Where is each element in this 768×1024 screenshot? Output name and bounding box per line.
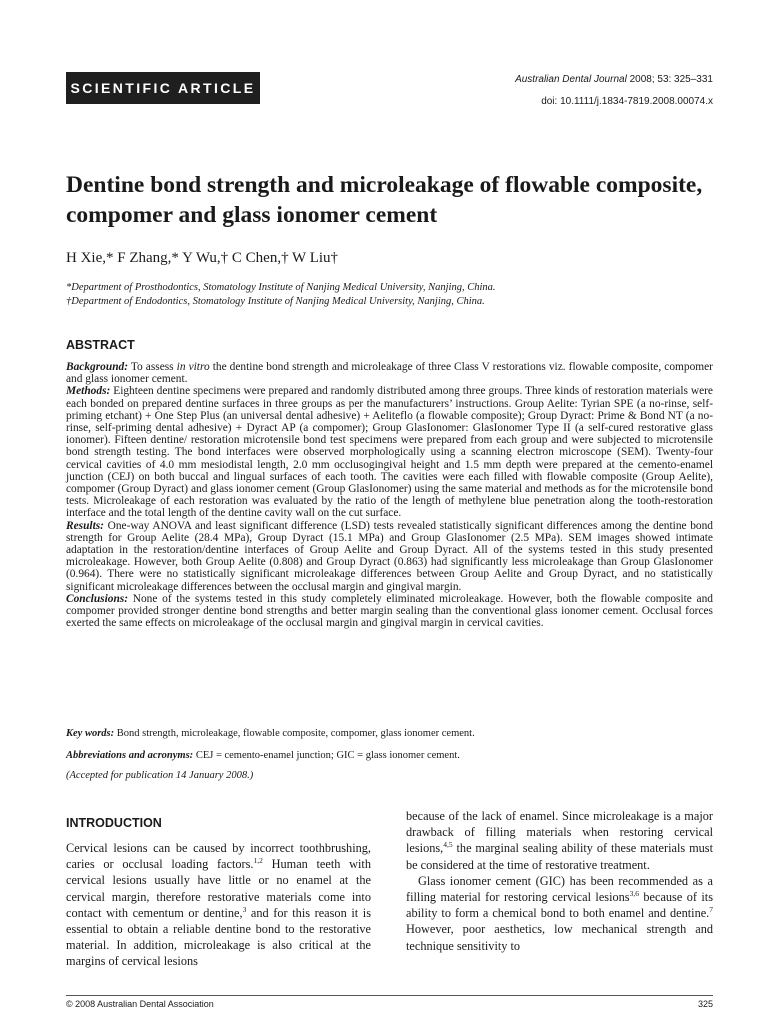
affiliation-prosthodontics: *Department of Prosthodontics, Stomatology Institute of Nanjing Medical University, Nanjing, China. xyxy=(66,282,496,293)
abbreviations-label: Abbreviations and acronyms: xyxy=(66,750,194,761)
results-label: Results: xyxy=(66,519,104,532)
introduction-heading: INTRODUCTION xyxy=(66,816,162,830)
affiliations xyxy=(66,281,496,309)
citation-ref: 7 xyxy=(709,905,713,915)
abstract-conclusions xyxy=(66,593,713,630)
abstract-body xyxy=(66,361,713,629)
citation-ref: 1,2 xyxy=(253,856,263,866)
abstract-methods xyxy=(66,385,713,519)
text-run: because of its ability to form a chemical bond to both enamel and dentine. xyxy=(406,890,713,921)
body-column-left xyxy=(66,840,371,970)
text-run: and for this reason it is essential to obtain a reliable dentine bond to the restorative material. In addition, microleakage is also critical at the margins of cervical lesions xyxy=(66,905,371,969)
keywords xyxy=(66,728,475,739)
citation-ref: 3 xyxy=(242,904,247,914)
text-run: because of the lack of enamel. Since microleakage is a major drawback of filling materials when restoring cervical lesions, xyxy=(406,809,713,856)
body-column-right xyxy=(406,808,713,954)
affiliation-endodontics: †Department of Endodontics, Stomatology Institute of Nanjing Medical University, Nanjing, China. xyxy=(66,296,485,307)
results-text: One-way ANOVA and least significant difference (LSD) tests revealed statistically significant differences among the dentine bond strength for Group Aelite (28.4 MPa), Group Dyract (15.1 MPa) and Group GlasIonomer (2.5 MPa). SEM images showed intimate adaptation in the restoration/dentine interfaces of Group Aelite and Group Dyract. All of the systems tested in this study presented microleakage. However, both Group Aelite (0.808) and Group Dyract (0.863) had significantly less microleakage than Group GlasIonomer (0.964). There were no statistically significant microleakage differences between Group Aelite and Group Dyract, and no statistically significant microleakage differences between the occlusal margin and gingival margin. xyxy=(66,519,713,593)
copyright-notice: © 2008 Australian Dental Association xyxy=(66,999,214,1009)
abstract-results xyxy=(66,520,713,593)
methods-text: Eighteen dentine specimens were prepared and randomly distributed among three groups. Three kinds of restoration materials were each bonded on prepared dentine surfaces in three groups as per the manufacturers’ instructions. Group Aelite: Tyrian SPE (a no-rinse, self-priming etchant) + One Step Plus (an universal dental adhesive) + Aeliteflo (a flowable composite); Group Dyract: Prime & Bond NT (a no-rinse, self-priming dental adhesive) + Dyract AP (a compomer); Group GlasIonomer: GlasIonomer Type II (a self-cured restorative glass ionomer). Fifteen dentine/ restoration microtensile bond test specimens were prepared from each group and were subjected to microtensile bond strength testing. The bond interfaces were observed morphologically using a scanning electron microscope (SEM). Twenty-four cervical cavities of 4.0 mm mesiodistal length, 2.0 mm occlusogingival height and 1.5 mm depth were prepared at the cemento-enamel junction (CEJ) on both buccal and lingual surfaces of each tooth. The cavities were each filled with flowable composite (Group Aelite), compomer (Group Dyract) and glass ionomer cement (Group GlasIonomer) using the same material and methods as for the microtensile bond tests. Microleakage of each restoration was evaluated by the ratio of the length of methylene blue penetration along the tooth-restoration interface and the total length of the dentine cavity wall on the cut surface. xyxy=(66,385,713,520)
background-text-post: the dentine bond strength and microleakage of three Class V restorations viz. flowable composite, compomer and glass ionomer cement. xyxy=(66,361,713,386)
background-text-pre: To assess xyxy=(128,361,177,373)
text-run: Cervical lesions can be caused by incorrect toothbrushing, caries or occlusal loading factors. xyxy=(66,841,371,872)
conclusions-label: Conclusions: xyxy=(66,592,129,605)
intro-paragraph-2 xyxy=(406,873,713,954)
keywords-label: Key words: xyxy=(66,728,115,739)
footer-divider xyxy=(66,995,713,996)
abstract-background xyxy=(66,361,713,385)
intro-paragraph-1 xyxy=(66,840,371,970)
intro-paragraph-1-continued xyxy=(406,808,713,873)
keywords-text: Bond strength, microleakage, flowable composite, compomer, glass ionomer cement. xyxy=(114,728,475,739)
conclusions-text: None of the systems tested in this study completely eliminated microleakage. However, both the flowable composite and compomer provided stronger dentine bond strengths and better margin sealing than the conventional glass ionomer cement. Occlusal forces exerted the same effects on microleakage of the occlusal margin and gingival margin in cervical cavities. xyxy=(66,592,713,630)
citation-ref: 3,6 xyxy=(629,889,639,899)
journal-volume: 2008; 53: 325–331 xyxy=(626,74,713,85)
author-list: H Xie,* F Zhang,* Y Wu,† C Chen,† W Liu† xyxy=(66,250,339,266)
citation-ref: 4,5 xyxy=(443,840,453,850)
abbreviations-text: CEJ = cemento-enamel junction; GIC = glass ionomer cement. xyxy=(193,750,460,761)
text-run: the marginal sealing ability of these materials must be considered at the time of restorative treatment. xyxy=(406,841,713,872)
journal-name: Australian Dental Journal xyxy=(515,74,627,85)
doi: doi: 10.1111/j.1834-7819.2008.00074.x xyxy=(541,96,713,107)
article-title: Dentine bond strength and microleakage of flowable composite, compomer and glass ionomer cement xyxy=(66,172,703,228)
background-label: Background: xyxy=(66,361,129,373)
journal-citation xyxy=(515,74,713,85)
text-run: Glass ionomer cement (GIC) has been recommended as a filling material for restoring cervical lesions xyxy=(406,873,713,905)
text-run: Human teeth with cervical lesions usually have little or no enamel at the cervical margin, therefore restorative materials come into contact with cementum or dentine, xyxy=(66,857,371,920)
page-number: 325 xyxy=(697,999,713,1009)
background-italic: in vitro xyxy=(176,361,210,373)
abbreviations xyxy=(66,750,460,761)
article-type-badge: SCIENTIFIC ARTICLE xyxy=(66,72,260,104)
methods-label: Methods: xyxy=(66,385,111,398)
text-run: However, poor aesthetics, low mechanical strength and technique sensitivity to xyxy=(406,922,713,953)
accepted-date: (Accepted for publication 14 January 2008.) xyxy=(66,770,254,781)
abstract-heading: ABSTRACT xyxy=(66,338,135,352)
